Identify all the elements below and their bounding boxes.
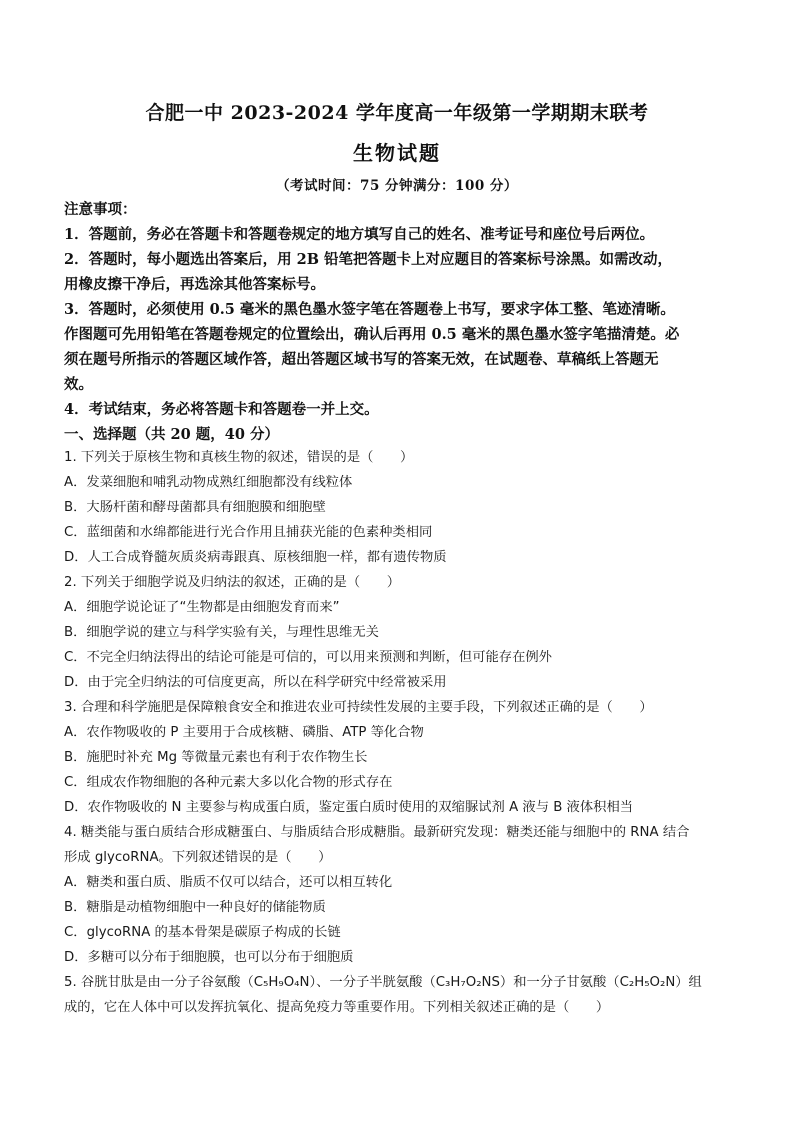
notice-line: 作图题可先用铅笔在答题卷规定的位置绘出，确认后再用 0.5 毫米的黑色墨水签字笔描清楚。必 — [64, 326, 680, 343]
question-option: B．细胞学说的建立与科学实验有关，与理性思维无关 — [64, 625, 379, 640]
question-option: D．多糖可以分布于细胞膜，也可以分布于细胞质 — [64, 950, 354, 965]
notice-heading: 注意事项： — [64, 201, 137, 218]
question-option: C．glycoRNA 的基本骨架是碳原子构成的长链 — [64, 925, 341, 940]
notice-line: 效。 — [64, 376, 93, 393]
question-option: D．农作物吸收的 N 主要参与构成蛋白质，鉴定蛋白质时使用的双缩脲试剂 A 液与 B 液体积相当 — [64, 800, 634, 815]
question-stem: 5. 谷胱甘肽是由一分子谷氨酸（C₅H₉O₄N）、一分子半胱氨酸（C₃H₇O₂NS）和一分子甘氨酸（C₂H₅O₂N）组 — [64, 975, 702, 990]
question-option: B．大肠杆菌和酵母菌都具有细胞膜和细胞壁 — [64, 500, 326, 515]
question-option: B．糖脂是动植物细胞中一种良好的储能物质 — [64, 900, 326, 915]
question-stem: 3. 合理和科学施肥是保障粮食安全和推进农业可持续性发展的主要手段，下列叙述正确的是（ ） — [64, 700, 653, 715]
question-stem: 成的，它在人体中可以发挥抗氧化、提高免疫力等重要作用。下列相关叙述正确的是（ ） — [64, 1000, 610, 1015]
exam-info: （考试时间：75 分钟满分：100 分） — [276, 178, 518, 194]
notice-line: 2．答题时，每小题选出答案后，用 2B 铅笔把答题卡上对应题目的答案标号涂黑。如需改动， — [64, 251, 673, 268]
question-option: C．不完全归纳法得出的结论可能是可信的，可以用来预测和判断，但可能存在例外 — [64, 650, 552, 665]
question-option: C．组成农作物细胞的各种元素大多以化合物的形式存在 — [64, 775, 393, 790]
subject-title: 生物试题 — [353, 141, 441, 165]
section-heading: 一、选择题（共 20 题，40 分） — [64, 426, 279, 443]
question-option: A．细胞学说论证了“生物都是由细胞发育而来” — [64, 600, 340, 615]
question-option: A．农作物吸收的 P 主要用于合成核糖、磷脂、ATP 等化合物 — [64, 725, 424, 740]
question-option: D．由于完全归纳法的可信度更高，所以在科学研究中经常被采用 — [64, 675, 447, 690]
notice-line: 用橡皮擦干净后，再选涂其他答案标号。 — [64, 276, 325, 293]
question-stem: 1. 下列关于原核生物和真核生物的叙述，错误的是（ ） — [64, 450, 414, 465]
question-stem: 4. 糖类能与蛋白质结合形成糖蛋白、与脂质结合形成糖脂。最新研究发现：糖类还能与细胞中的 RNA 结合 — [64, 825, 690, 840]
question-stem: 2. 下列关于细胞学说及归纳法的叙述，正确的是（ ） — [64, 575, 401, 590]
notice-line: 4．考试结束，务必将答题卡和答题卷一并上交。 — [64, 401, 379, 418]
question-option: A．糖类和蛋白质、脂质不仅可以结合，还可以相互转化 — [64, 875, 393, 890]
notice-line: 1．答题前，务必在答题卡和答题卷规定的地方填写自己的姓名、准考证号和座位号后两位。 — [64, 226, 655, 243]
question-option: D．人工合成脊髓灰质炎病毒跟真、原核细胞一样，都有遗传物质 — [64, 550, 447, 565]
question-option: C．蓝细菌和水绵都能进行光合作用且捕获光能的色素种类相同 — [64, 525, 433, 540]
notice-line: 须在题号所指示的答题区域作答，超出答题区域书写的答案无效，在试题卷、草稿纸上答题无 — [64, 351, 659, 368]
question-stem: 形成 glycoRNA。下列叙述错误的是（ ） — [64, 850, 332, 865]
question-option: B．施肥时补充 Mg 等微量元素也有利于农作物生长 — [64, 750, 368, 765]
notice-line: 3．答题时，必须使用 0.5 毫米的黑色墨水签字笔在答题卷上书写，要求字体工整、笔迹清晰。 — [64, 301, 675, 318]
question-option: A．发菜细胞和哺乳动物成熟红细胞都没有线粒体 — [64, 475, 353, 490]
exam-title: 合肥一中 2023-2024 学年度高一年级第一学期期末联考 — [145, 102, 649, 124]
